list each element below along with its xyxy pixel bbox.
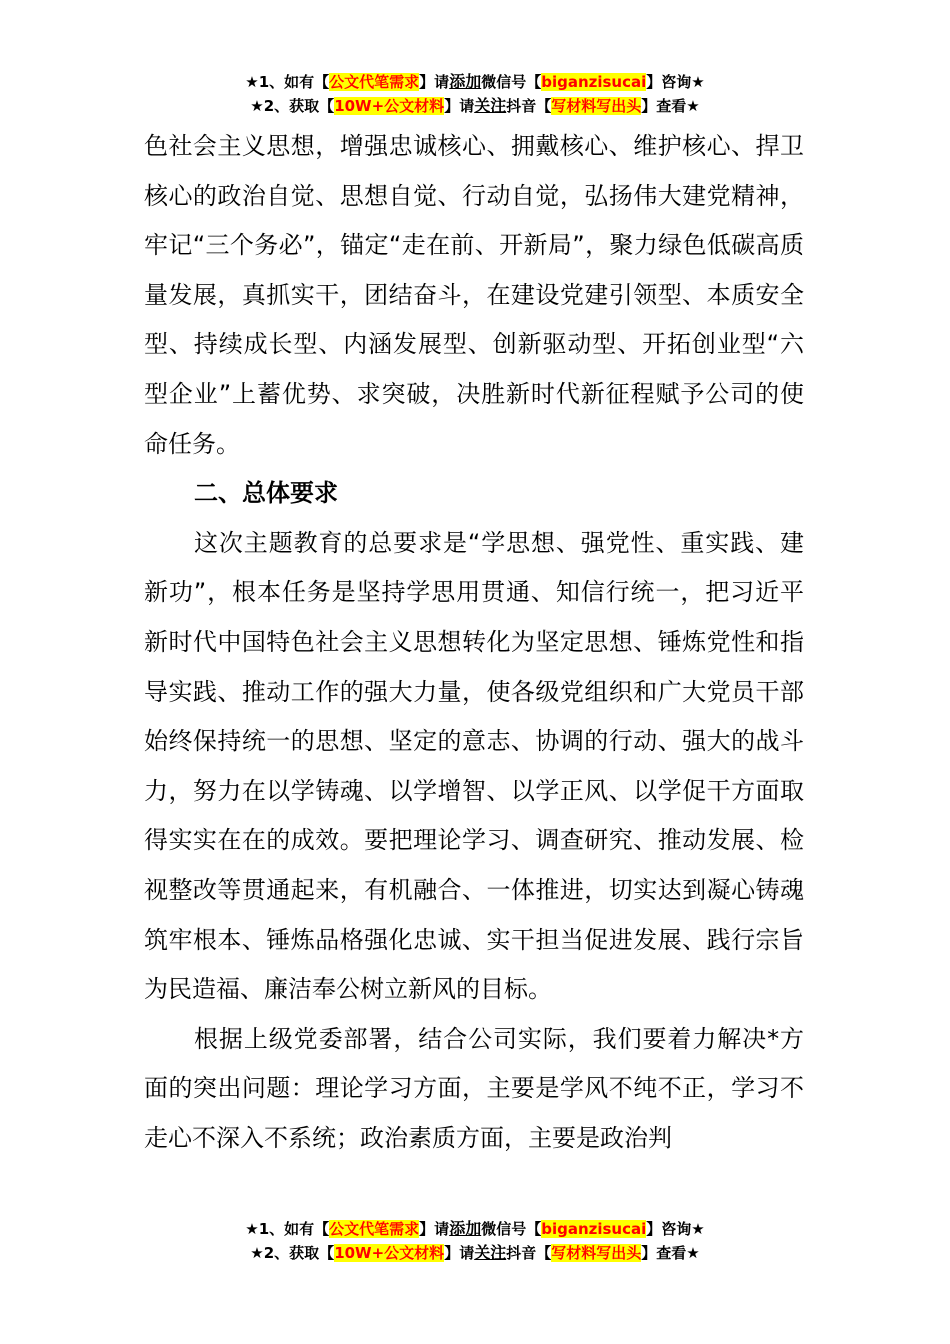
promo-line-1: ★1、如有【公文代笔需求】请添加微信号【biganzisucai】咨询★ [245,72,705,91]
paragraph-requirements: 这次主题教育的总要求是“学思想、强党性、重实践、建新功”，根本任务是坚持学思用贯通、知信行统一，把习近平新时代中国特色社会主义思想转化为坚定思想、锤炼党性和指导实践、推动工作的强大力量，使各级党组织和广大党员干部始终保持统一的思想、坚定的意志、协调的行动、强大的战斗力，努力在以学铸魂、以学增智、以学正风、以学促干方面取得实实在在的成效。要把理论学习、调查研究、推动发展、检视整改等贯通起来，有机融合、一体推进，切实达到凝心铸魂筑牢根本、锤炼品格强化忠诚、实干担当促进发展、践行宗旨为民造福、廉洁奉公树立新风的目标。 [144,528,804,1004]
highlight-service: 公文代笔需求 [329,73,420,91]
promo-line-2-bottom: ★2、获取【10W+公文材料】请关注抖音【写材料写出头】查看★ [250,1243,700,1262]
paragraph-problems: 根据上级党委部署，结合公司实际，我们要着力解决*方面的突出问题：理论学习方面，主要是学风不纯不正，学习不走心不深入不系统；政治素质方面，主要是政治判 [144,1024,804,1152]
promo-line-1-bottom: ★1、如有【公文代笔需求】请添加微信号【biganzisucai】咨询★ [245,1219,705,1238]
highlight-materials: 10W+公文材料 [334,97,445,115]
highlight-wechat-id: biganzisucai [541,73,647,91]
promo-line-2: ★2、获取【10W+公文材料】请关注抖音【写材料写出头】查看★ [250,96,700,115]
paragraph-continued: 色社会主义思想，增强忠诚核心、拥戴核心、维护核心、捍卫核心的政治自觉、思想自觉、行动自觉，弘扬伟大建党精神，牢记“三个务必”，锚定“走在前、开新局”，聚力绿色低碳高质量发展，真抓实干，团结奋斗，在建设党建引领型、本质安全型、持续成长型、内涵发展型、创新驱动型、开拓创业型“六型企业”上蓄优势、求突破，决胜新时代新征程赋予公司的使命任务。 [144,132,804,458]
promo-banner-bottom [0,1217,950,1265]
highlight-douyin-account: 写材料写出头 [551,1244,642,1262]
promo-banner-top [0,70,950,118]
highlight-douyin-account: 写材料写出头 [551,97,642,115]
highlight-wechat-id: biganzisucai [541,1220,647,1238]
section-heading-overall-requirements: 二、总体要求 [194,479,338,508]
highlight-service: 公文代笔需求 [329,1220,420,1238]
document-body [144,122,804,1163]
highlight-materials: 10W+公文材料 [334,1244,445,1262]
